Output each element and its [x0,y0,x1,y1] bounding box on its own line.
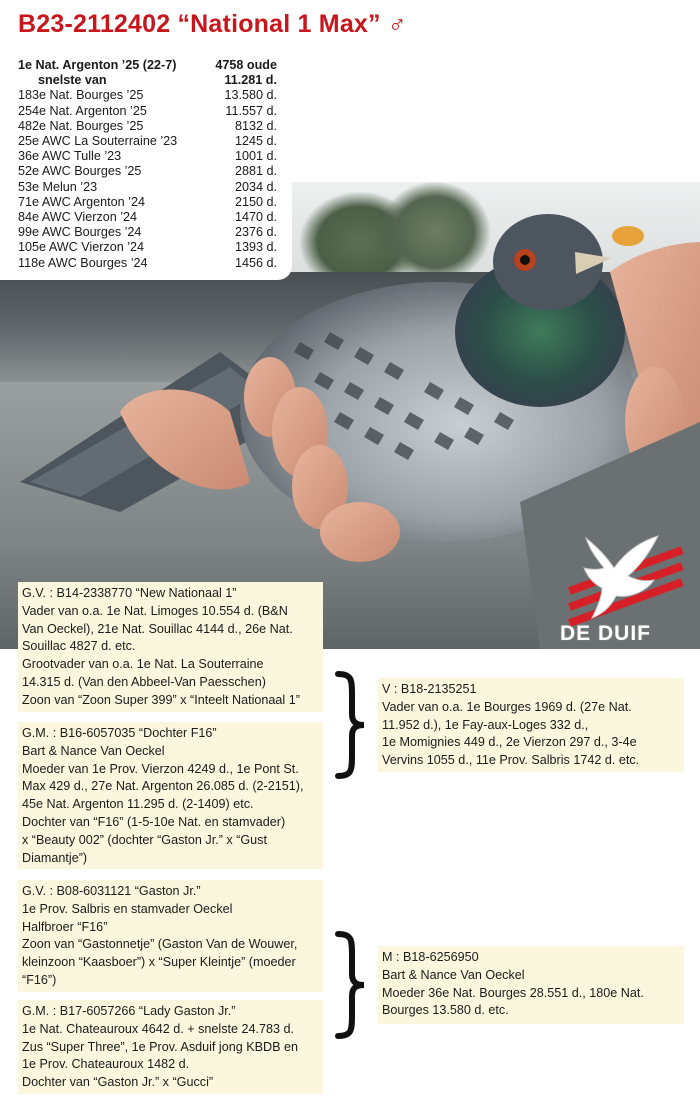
pedigree-line: Dochter van “F16” (1-5-10e Nat. en stamvader) [22,814,286,829]
result-value: 2034 d. [234,179,277,194]
pedigree-line: Souillac 4827 d. etc. [22,639,136,654]
result-row [18,256,292,271]
pedigree-line: 1e Prov. Chateauroux 1482 d. [22,1057,190,1072]
pedigree-line: Moeder van 1e Prov. Vierzon 4249 d., 1e Pont St. [22,761,299,776]
result-value: 1456 d. [234,255,277,270]
result-row [18,149,292,164]
pedigree-line: 1e Nat. Chateauroux 4642 d. + snelste 24.783 d. [22,1021,295,1036]
result-row [18,180,292,195]
pedigree-line: 1e Prov. Salbris en stamvader Oeckel [22,901,233,916]
pedigree-line: Halfbroer “F16” [22,919,108,934]
brace-icon [332,930,368,1040]
page-title: B23-2112402 “National 1 Max” ♂ [18,10,407,38]
result-race: 53e Melun ’23 [18,179,98,194]
result-value: 13.580 d. [224,88,277,103]
pedigree-gv1 [18,582,323,712]
result-row [18,58,292,73]
result-value: 1470 d. [234,210,277,225]
pedigree-line: “F16”) [22,972,57,987]
result-value: 2150 d. [234,194,277,209]
result-value: 11.281 d. [224,73,277,88]
pedigree-line: Diamantje”) [22,850,88,865]
result-race: 99e AWC Bourges ’24 [18,225,142,240]
result-row [18,104,292,119]
result-race: 183e Nat. Bourges ’25 [18,88,144,103]
pedigree-m [378,946,684,1024]
pedigree-line: 14.315 d. (Van den Abbeel-Van Paesschen) [22,674,266,689]
pedigree-heading: G.V. : B08-6031121 “Gaston Jr.” [22,884,201,898]
pedigree-line: 11.952 d.), 1e Fay-aux-Loges 332 d., [382,717,589,732]
pedigree-line: Bart & Nance Van Oeckel [22,743,165,758]
result-race: 105e AWC Vierzon ’24 [18,240,145,255]
result-value: 8132 d. [234,118,277,133]
result-value: 1393 d. [234,240,277,255]
result-race: 36e AWC Tulle ’23 [18,149,122,164]
result-value: 1245 d. [234,134,277,149]
pedigree-line: Vader van o.a. 1e Bourges 1969 d. (27e Nat. [382,699,632,714]
pedigree-heading: V : B18-2135251 [382,682,477,696]
result-race: 1e Nat. Argenton ’25 (22-7) [18,58,177,72]
pedigree-line: Bourges 13.580 d. etc. [382,1003,509,1018]
pedigree-heading: G.V. : B14-2338770 “New Nationaal 1” [22,586,237,600]
pedigree-gm1 [18,722,323,869]
result-row [18,195,292,210]
pedigree-line: Grootvader van o.a. 1e Nat. La Souterraine [22,657,264,672]
pedigree-line: Vader van o.a. 1e Nat. Limoges 10.554 d. (B&N [22,603,288,618]
result-row [18,210,292,225]
result-race: snelste van [38,73,107,88]
pedigree-line: Zoon van “Gastonnetje” (Gaston Van de Wouwer, [22,937,298,952]
pedigree-heading: G.M. : B17-6057266 “Lady Gaston Jr.” [22,1004,236,1018]
result-race: 71e AWC Argenton ’24 [18,194,145,209]
pedigree-line: Bart & Nance Van Oeckel [382,967,525,982]
pedigree-heading: G.M. : B16-6057035 “Dochter F16” [22,726,217,740]
result-row [18,240,292,255]
result-row [18,134,292,149]
pedigree-gv2 [18,880,323,992]
pedigree-line: Vervins 1055 d., 11e Prov. Salbris 1742 d. etc. [382,753,640,768]
brace-icon [332,670,368,780]
results-table [0,54,292,280]
result-value: 11.557 d. [225,103,277,118]
pedigree-heading: M : B18-6256950 [382,950,479,964]
result-row [18,73,292,88]
result-row [18,164,292,179]
result-value: 1001 d. [234,149,277,164]
pedigree-line: kleinzoon “Kaasboer”) x “Super Kleintje” (moeder [22,955,296,970]
pedigree-line: Zoon van “Zoon Super 399” x “Inteelt Nationaal 1” [22,692,300,707]
pedigree-line: x “Beauty 002” (dochter “Gaston Jr.” x “Gust [22,832,267,847]
result-race: 482e Nat. Bourges ’25 [18,118,144,133]
logo-text: DE DUIF [560,622,651,645]
pedigree-line: Moeder 36e Nat. Bourges 28.551 d., 180e Nat. [382,985,644,1000]
result-race: 25e AWC La Souterraine ’23 [18,134,178,149]
result-race: 254e Nat. Argenton ’25 [18,103,147,118]
pedigree-line: Max 429 d., 27e Nat. Argenton 26.085 d. (2-2151), [22,779,304,794]
result-race: 118e AWC Bourges ’24 [18,255,148,270]
result-race: 84e AWC Vierzon ’24 [18,210,138,225]
pedigree-line: Dochter van “Gaston Jr.” x “Gucci” [22,1075,214,1090]
pedigree-line: 1e Momignies 449 d., 2e Vierzon 297 d., 3-4e [382,735,637,750]
result-row [18,225,292,240]
result-value: 2376 d. [234,225,277,240]
result-row [18,119,292,134]
pedigree-line: Zus “Super Three”, 1e Prov. Asduif jong KBDB en [22,1039,299,1054]
pedigree-gm2 [18,1000,323,1094]
pedigree-line: 45e Nat. Argenton 11.295 d. (2-1409) etc. [22,797,254,812]
result-row [18,88,292,103]
pedigree-v [378,678,684,772]
result-value: 2881 d. [234,164,277,179]
result-value: 4758 oude [215,58,277,72]
pedigree-line: Van Oeckel), 21e Nat. Souillac 4144 d., 26e Nat. [22,621,293,636]
result-race: 52e AWC Bourges ’25 [18,164,142,179]
